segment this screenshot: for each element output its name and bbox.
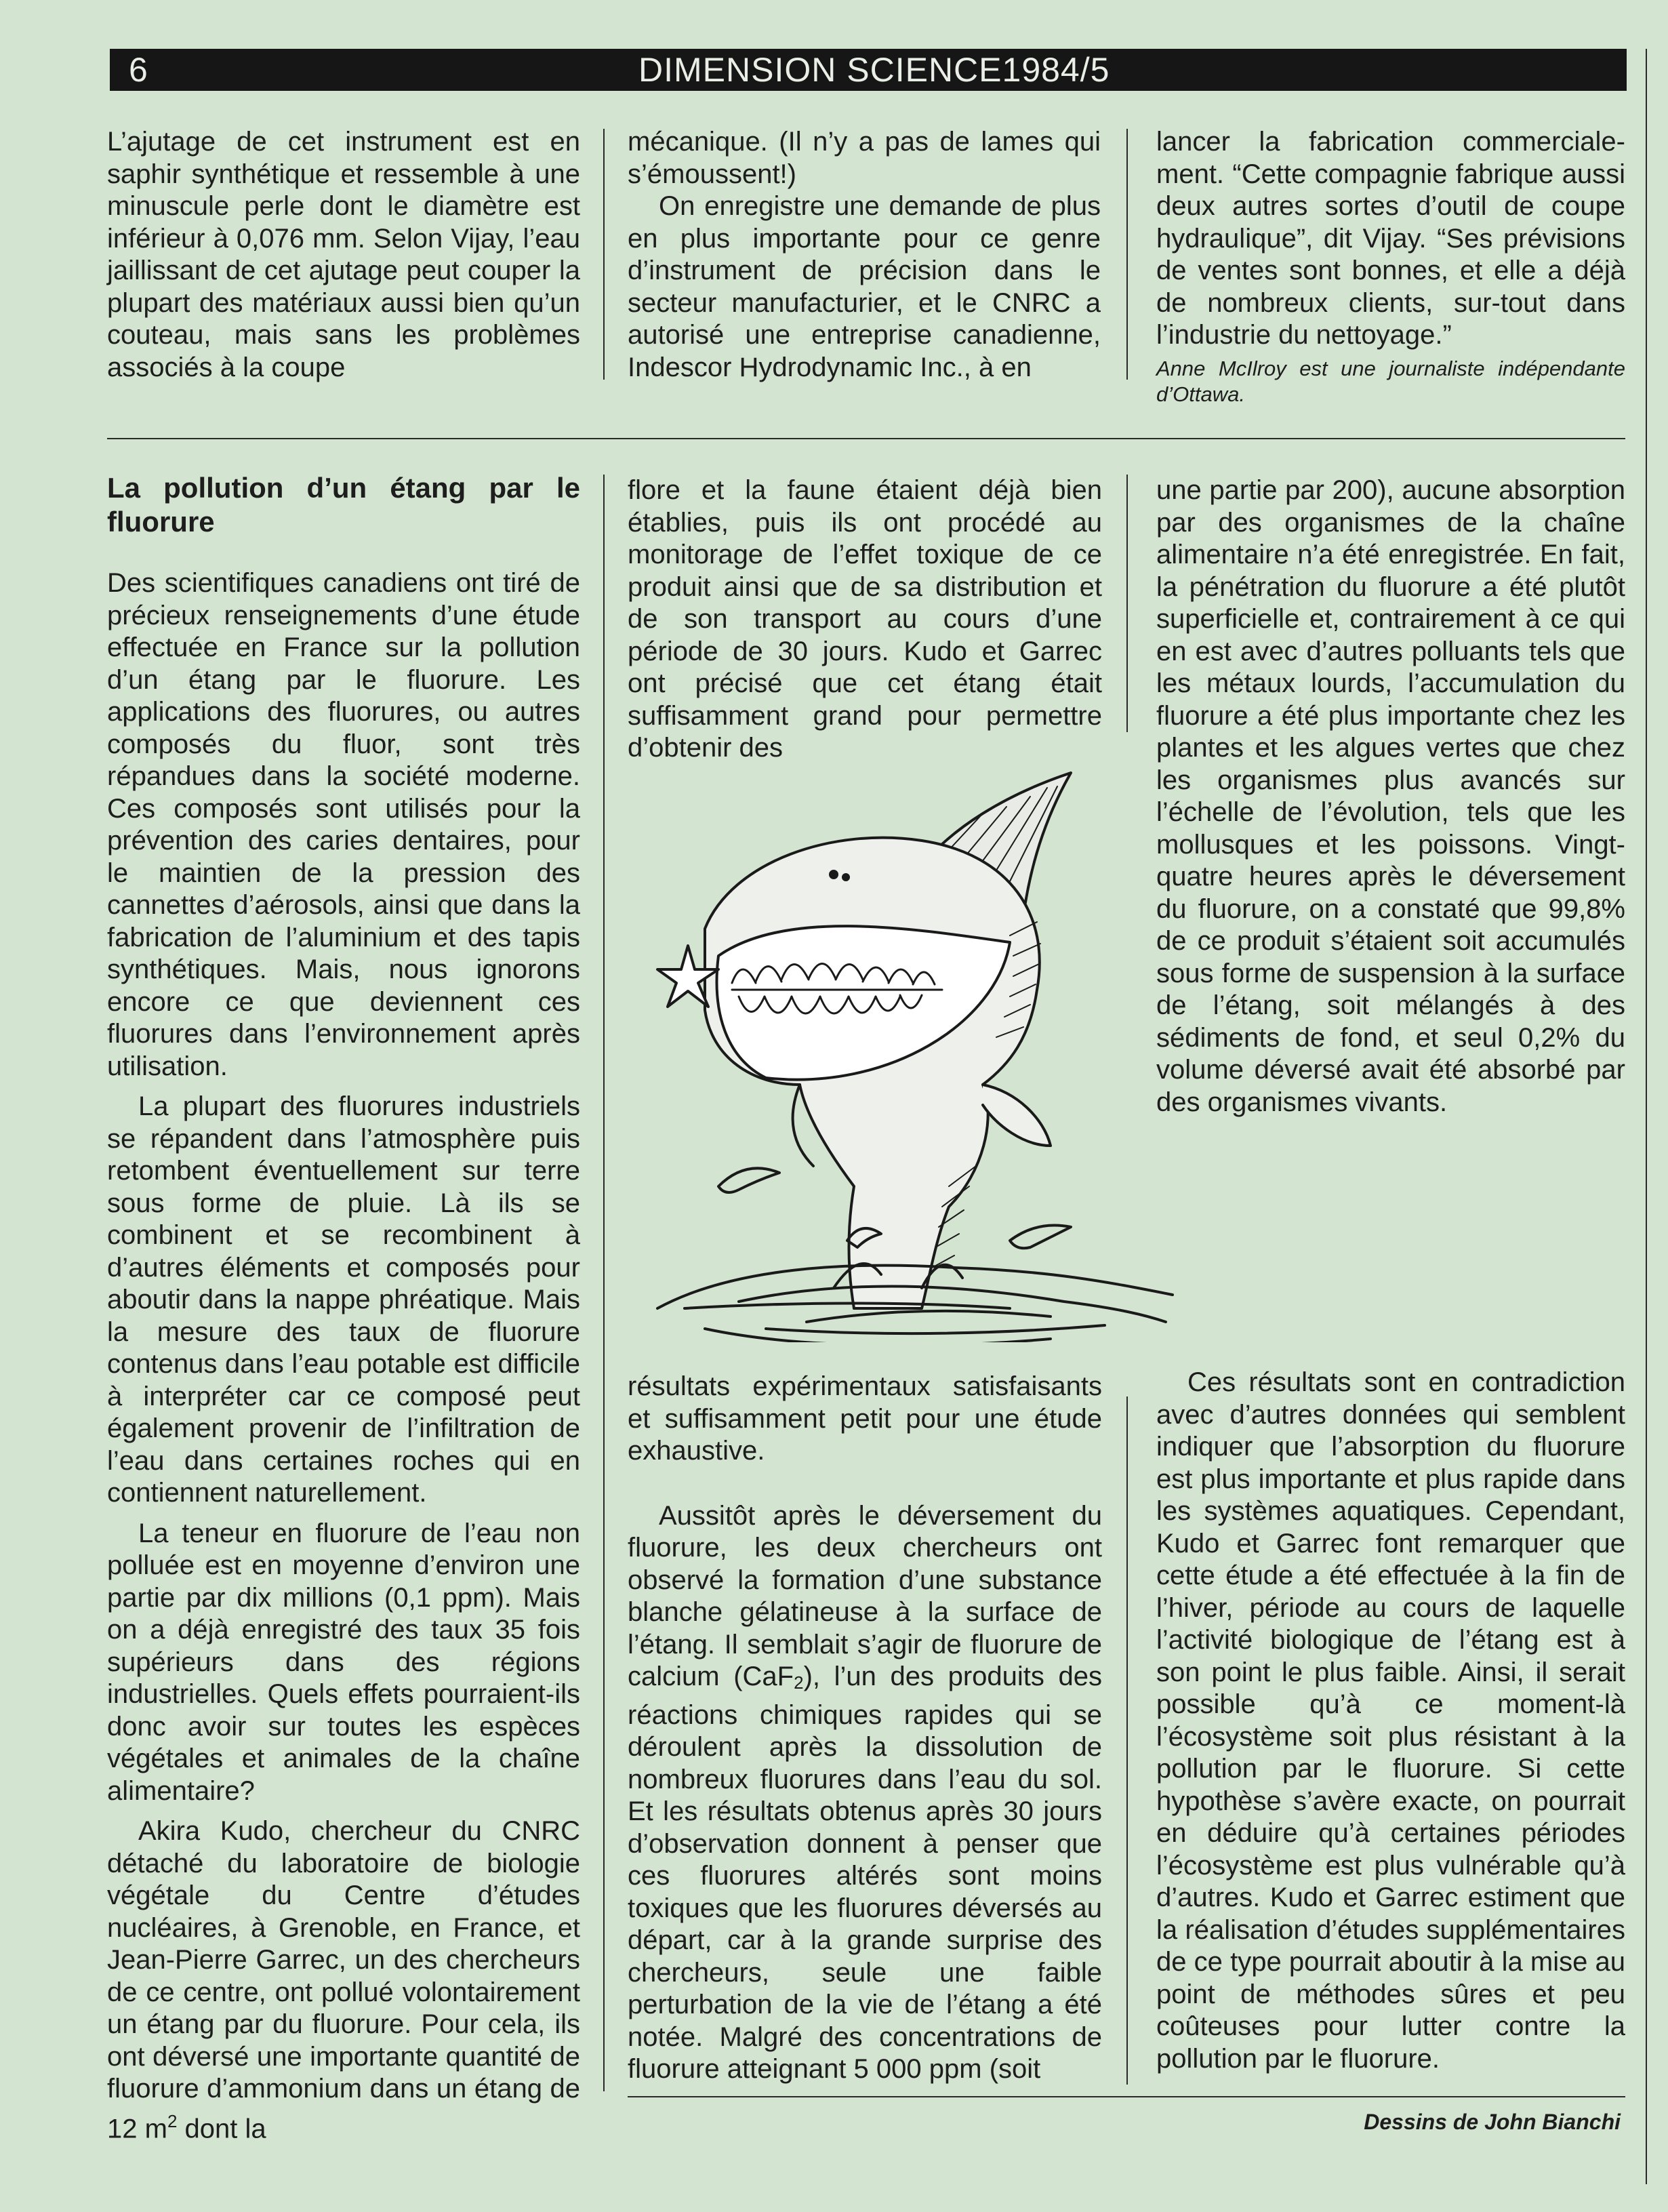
page-border-right	[1646, 49, 1647, 2184]
illustration-credit: Dessins de John Bianchi	[1364, 2110, 1621, 2134]
bottom-rule	[628, 2096, 1625, 2097]
article-paragraph	[107, 1815, 580, 2146]
article-paragraph-text: dont la	[177, 2114, 266, 2144]
article-paragraph	[628, 1500, 1102, 2086]
article-paragraph: La plupart des fluorures industriels se répandent dans l’atmosphère puis retombent éventuellement sur terre sous forme de pluie. Là ils se combinent et se recombinent à d’autres éléments et composés pour aboutir dans la nappe phréatique. Mais la mesure des taux de fluorure contenus dans l’eau potable est difficile à interpréter car ce composé peut également provenir de l’infiltration de l’eau dans certaines roches qui en contiennent naturellement.	[107, 1091, 580, 1508]
column-rule	[603, 475, 605, 2091]
article-heading: La pollution d’un étang par le fluorure	[107, 472, 580, 538]
publication-title: DIMENSION SCIENCE1984/5	[638, 51, 1110, 89]
page-header	[110, 49, 1627, 91]
article-column-1	[107, 471, 580, 2146]
section-divider	[107, 438, 1625, 439]
article-paragraph: une partie par 200), aucune absorption par des organismes de la chaîne alimentaire n’a été enregistrée. En fait, la pénétration du fluorure a été plutôt superficielle et, contrairement à ce qui en est avec d’autres polluants tels que les métaux lourds, l’accumulation du fluorure a été plus importante chez les plantes et les algues vertes que chez les organismes plus avancés sur l’échelle de l’évolution, tels que les mollusques et les poissons. Vingt-quatre heures après le déversement du fluorure, on a constaté que 99,8% de ce produit s’étaient soit accumulés sous forme de suspension à la surface de l’étang, soit mélangés à des sédiments de fond, et seul 0,2% du volume déversé avait été absorbé par des organismes vivants.	[1156, 475, 1625, 1117]
column-rule	[603, 129, 605, 380]
column-rule	[1126, 1396, 1128, 2085]
article-column-2-top	[628, 475, 1102, 765]
top-col1-text: L’ajutage de cet instrument est en saphir synthétique et ressemble à une minuscule perle dont le diamètre est inférieur à 0,076 mm. Selon Vijay, l’eau jaillissant de cet ajutage peut couper la plupart des matériaux aussi bien qu’un couteau, mais sans les problèmes associés à la coupe	[107, 127, 580, 382]
article-paragraph: Ces résultats sont en contradiction avec d’autres données qui semblent indiquer que l’absorption du fluorure est plus importante et plus rapide dans les systèmes aquatiques. Cependant, Kudo et Garrec font remarquer que cette étude a été effectuée à la fin de l’hiver, période au cours de laquelle l’activité biologique de l’étang est à son point le plus faible. Ainsi, il serait possible qu’à ce moment-là l’écosystème soit plus résistant à la pollution par le fluorure. Si cette hypothèse s’avère exacte, on pourrait en déduire qu’à certaines périodes l’écosystème est plus vulnérable qu’à d’autres. Kudo et Garrec estiment que la réalisation d’études supplémentaires de ce type pourrait aboutir à la mise au point de méthodes sûres et peu coûteuses pour lutter contre la pollution par le fluorure.	[1156, 1367, 1625, 2074]
article-paragraph: résultats expérimentaux satisfaisants et suffisamment petit pour une étude exhaustive.	[628, 1371, 1102, 1466]
top-col2-p1: mécanique. (Il n’y a pas de lames qui s’émoussent!)	[628, 127, 1101, 189]
subscript: 2	[794, 1672, 804, 1693]
column-rule	[1126, 475, 1128, 732]
top-col3-text: lancer la fabrication commerciale-ment. “Cette compagnie fabrique aussi deux autres sortes d’outil de coupe hydraulique”, dit Vijay. “Ses prévisions de ventes sont bonnes, et elle a déjà de nombreux clients, sur-tout dans l’industrie du nettoyage.”	[1156, 127, 1625, 350]
author-byline: Anne McIlroy est une journaliste indépendante d’Ottawa.	[1156, 356, 1625, 406]
article-paragraph: Des scientifiques canadiens ont tiré de précieux renseignements d’une étude effectuée en France sur la pollution d’un étang par le fluorure. Les applications des fluorures, ou autres composés du fluor, sont très répandues dans la société moderne. Ces composés sont utilisés pour la prévention des caries dentaires, pour le maintien de la pression des cannettes d’aérosols, ainsi que dans la fabrication de l’aluminium et des tapis synthétiques. Mais, nous ignorons encore ce que deviennent ces fluorures dans l’environnement après utilisation.	[107, 568, 580, 1081]
top-col2-p2: On enregistre une demande de plus en plus importante pour ce genre d’instrument de précision dans le secteur manufacturier, et le CNRC a autorisé une entreprise canadienne, Indescor Hydrodynamic Inc., à en	[628, 191, 1101, 382]
article-paragraph: flore et la faune étaient déjà bien établies, puis ils ont procédé au monitorage de l’effet toxique de ce produit ainsi que de sa distribution et de son transport au cours d’une période de 30 jours. Kudo et Garrec ont précisé que cet étang était suffisamment grand pour permettre d’obtenir des	[628, 475, 1102, 763]
article-column-3-bottom	[1156, 1367, 1625, 2075]
article-column-2-bottom	[628, 1371, 1102, 2086]
top-column-1	[107, 126, 580, 384]
top-column-2	[628, 126, 1101, 384]
page-number: 6	[129, 51, 148, 89]
article-paragraph: La teneur en fluorure de l’eau non polluée est en moyenne d’environ une partie par dix millions (0,1 ppm). Mais on a déjà enregistré des taux 35 fois supérieurs dans des régions industrielles. Quels effets pourraient-ils donc avoir sur toutes les espèces végétales et animales de la chaîne alimentaire?	[107, 1518, 580, 1806]
fish-illustration	[630, 766, 1295, 1342]
article-paragraph-text: ), l’un des produits des réactions chimiques rapides qui se déroulent après la dissolution de nombreux fluorures dans l’eau du sol. Et les résultats obtenus après 30 jours d’observation donnent à penser que ces fluorures altérés sont moins toxiques que les fluorures déversés au départ, car à la grande surprise des chercheurs, seule une faible perturbation de la vie de l’étang a été notée. Malgré des concentrations de fluorure atteignant 5 000 ppm (soit	[628, 1662, 1102, 2085]
column-rule	[1126, 129, 1128, 380]
article-paragraph-text: Akira Kudo, chercheur du CNRC détaché du laboratoire de biologie végétale du Centre d’études nucléaires, à Grenoble, en France, et Jean-Pierre Garrec, un des chercheurs de ce centre, ont pollué volontairement un étang par du fluorure. Pour cela, ils ont déversé une importante quantité de fluorure d’ammonium dans un étang de 12 m	[107, 1816, 580, 2144]
article-paragraph-text: Aussitôt après le déversement du fluorure, les deux chercheurs ont observé la formation d’une substance blanche gélatineuse à la surface de l’étang. Il semblait s’agir de fluorure de calcium (CaF	[628, 1500, 1102, 1691]
superscript: 2	[167, 2110, 178, 2131]
top-column-3	[1156, 126, 1625, 407]
